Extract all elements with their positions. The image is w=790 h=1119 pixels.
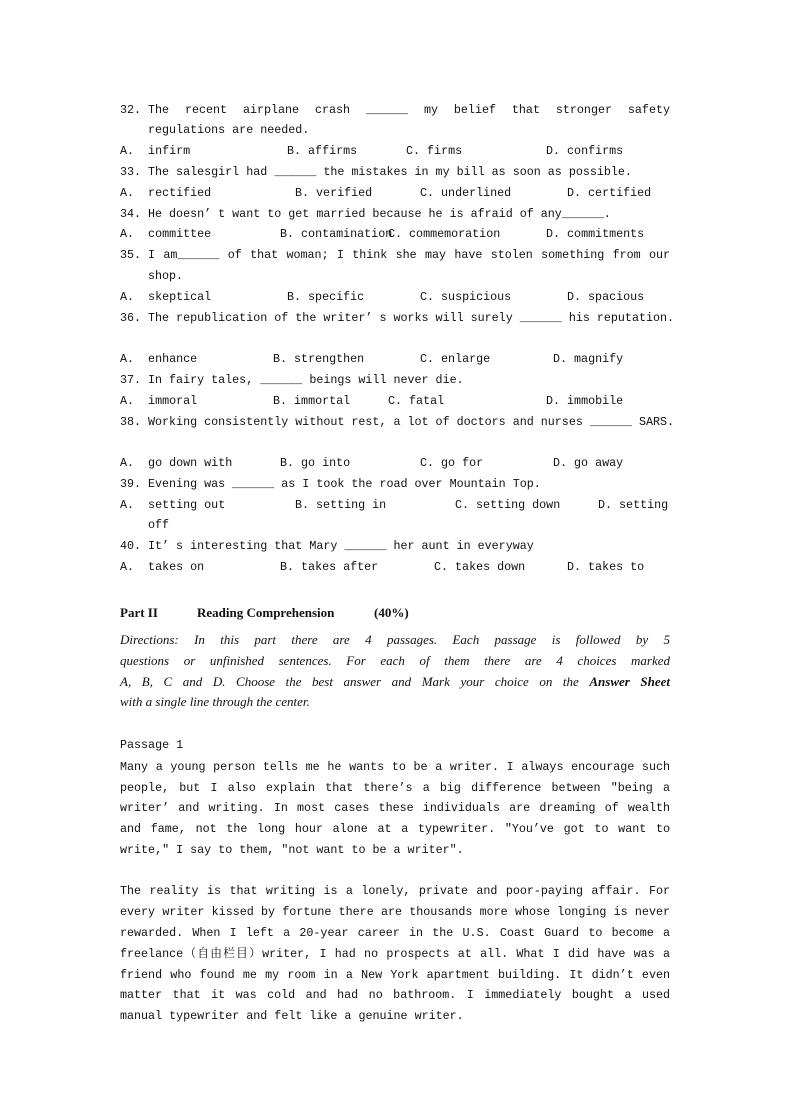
passage-line: The reality is that writing is a lonely, private and poor-paying affair. For	[120, 884, 670, 898]
question-number: 36.	[120, 311, 142, 325]
answer-option-d: D. go away	[553, 456, 624, 470]
answer-option-a: A. immoral	[120, 394, 198, 408]
answer-option-d: D. setting	[598, 498, 669, 512]
answer-option-b: B. strengthen	[273, 352, 365, 366]
question-stem: It’ s interesting that Mary ______ her aunt in everyway	[148, 539, 534, 553]
passage-line: rewarded. When I left a 20-year career in the U.S. Coast Guard to become a	[120, 926, 670, 940]
passage-line: writer’ and writing. In most cases these individuals are dreaming of wealth	[120, 801, 670, 815]
directions-line	[120, 674, 670, 690]
question-number: 33.	[120, 165, 142, 179]
directions-line	[120, 694, 670, 710]
question-stem: The recent airplane crash ______ my belief that stronger safety	[148, 103, 670, 117]
answer-option-d: D. spacious	[567, 290, 645, 304]
answer-option-d: D. immobile	[546, 394, 624, 408]
passage-line: freelance（自由栏目）writer, I had no prospects at all. What I did have was a	[120, 947, 670, 961]
passage-line: Many a young person tells me he wants to be a writer. I always encourage such	[120, 760, 670, 774]
answer-option-a: A. enhance	[120, 352, 198, 366]
answer-option-a: A. takes on	[120, 560, 205, 574]
question-number: 37.	[120, 373, 142, 387]
question-stem: regulations are needed.	[148, 123, 310, 137]
directions-text: questions or unfinished sentences. For each of them there are 4 choices marked	[120, 653, 670, 668]
answer-option-d: D. takes to	[567, 560, 645, 574]
answer-option-b: B. contamination	[280, 227, 393, 241]
question-number: 34.	[120, 207, 142, 221]
answer-option-c: C. suspicious	[420, 290, 512, 304]
passage-line: and fame, not the long hour alone at a typewriter. ″You’ve got to want to	[120, 822, 670, 836]
answer-option-b: B. verified	[295, 186, 373, 200]
answer-option-c: C. firms	[406, 144, 463, 158]
question-number: 39.	[120, 477, 142, 491]
answer-option-d: D. certified	[567, 186, 652, 200]
question-stem: shop.	[148, 269, 184, 283]
answer-option-b: B. affirms	[287, 144, 358, 158]
answer-option-d: D. confirms	[546, 144, 624, 158]
directions-line	[120, 653, 670, 669]
answer-option-c: C. commemoration	[388, 227, 501, 241]
question-stem: The salesgirl had ______ the mistakes in my bill as soon as possible.	[148, 165, 632, 179]
answer-option-d: D. magnify	[553, 352, 624, 366]
part-title: Reading Comprehension	[197, 605, 335, 620]
answer-option-a: A. setting out	[120, 498, 226, 512]
answer-option-c: C. fatal	[388, 394, 445, 408]
question-stem: Evening was ______ as I took the road over Mountain Top.	[148, 477, 541, 491]
answer-option-a: A. skeptical	[120, 290, 212, 304]
passage-line: manual typewriter and felt like a genuine writer.	[120, 1009, 464, 1023]
answer-option-a: A. infirm	[120, 144, 191, 158]
part-label: Part II	[120, 605, 158, 620]
answer-option-a: A. rectified	[120, 186, 212, 200]
passage-line: every writer kissed by fortune there are thousands more whose longing is never	[120, 905, 670, 919]
answer-option-c: C. setting down	[455, 498, 561, 512]
question-number: 38.	[120, 415, 142, 429]
question-stem: The republication of the writer’ s works will surely ______ his reputation.	[148, 311, 675, 325]
directions-text: with a single line through the center.	[120, 694, 310, 709]
answer-option-b: B. setting in	[295, 498, 387, 512]
answer-option-d: D. commitments	[546, 227, 645, 241]
question-number: 32.	[120, 103, 142, 117]
answer-option-b: B. specific	[287, 290, 365, 304]
directions-text: Directions: In this part there are 4 passages. Each passage is followed by 5	[120, 632, 670, 647]
answer-option-c: C. underlined	[420, 186, 512, 200]
question-stem: Working consistently without rest, a lot of doctors and nurses ______ SARS.	[148, 415, 675, 429]
passage-title: Passage 1	[120, 738, 184, 752]
passage-line: matter that it was cold and had no bathroom. I immediately bought a used	[120, 988, 670, 1002]
answer-option-b: B. takes after	[280, 560, 379, 574]
answer-sheet-emphasis: Answer Sheet	[589, 674, 670, 689]
question-number: 35.	[120, 248, 142, 262]
directions-line	[120, 632, 670, 648]
passage-line: friend who found me my room in a New York apartment building. It didn’t even	[120, 968, 670, 982]
question-stem: He doesn’ t want to get married because he is afraid of any______.	[148, 207, 611, 221]
answer-option-b: B. go into	[280, 456, 351, 470]
passage-line: people, but I also explain that there’s a big difference between ″being a	[120, 781, 670, 795]
answer-option-a: A. go down with	[120, 456, 233, 470]
part-weight: (40%)	[374, 605, 409, 620]
directions-text: A, B, C and D. Choose the best answer and Mark your choice on the	[120, 674, 579, 689]
answer-option-b: B. immortal	[273, 394, 351, 408]
answer-option-c: C. go for	[420, 456, 484, 470]
answer-option-continuation: off	[148, 518, 170, 532]
answer-option-c: C. enlarge	[420, 352, 491, 366]
question-stem: In fairy tales, ______ beings will never die.	[148, 373, 464, 387]
answer-option-c: C. takes down	[434, 560, 526, 574]
question-number: 40.	[120, 539, 142, 553]
answer-option-a: A. committee	[120, 227, 212, 241]
passage-line: write,″ I say to them, ″not want to be a writer″.	[120, 843, 464, 857]
question-stem: I am______ of that woman; I think she may have stolen something from our	[148, 248, 670, 262]
